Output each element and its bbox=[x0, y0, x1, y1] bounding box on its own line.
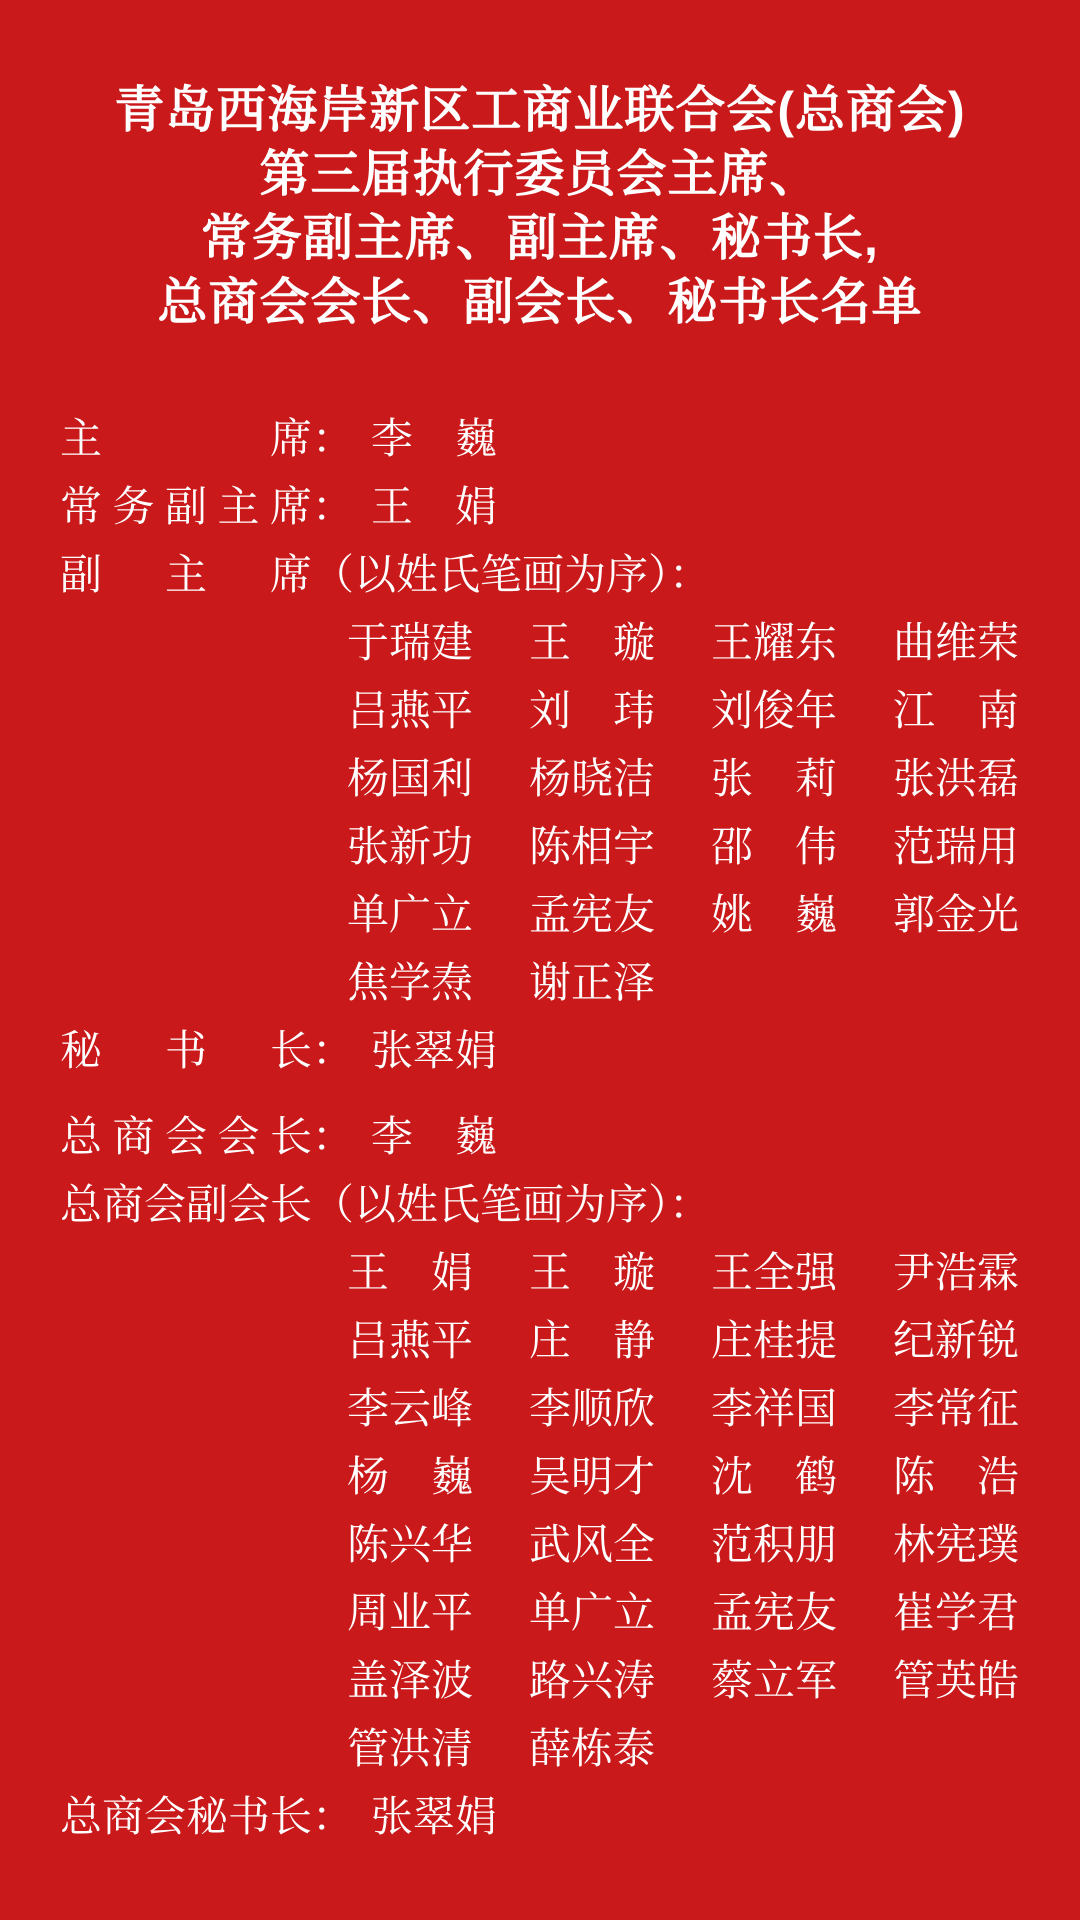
person-name: 李祥国 bbox=[711, 1385, 838, 1432]
field-chamber-vp-header bbox=[60, 1171, 1050, 1239]
field-exec-vice-chairman bbox=[60, 473, 1050, 541]
name-row bbox=[347, 677, 1050, 745]
person-name: 孟宪友 bbox=[711, 1589, 838, 1636]
person-name: 吕燕平 bbox=[347, 1317, 474, 1364]
field-label: 副主席 bbox=[60, 551, 312, 598]
name-row bbox=[347, 1375, 1050, 1443]
person-name: 张翠娟 bbox=[370, 1027, 497, 1074]
field-label: 秘书长 bbox=[60, 1027, 312, 1074]
person-name: 郭金光 bbox=[893, 891, 1020, 938]
field-colon: ： bbox=[669, 1181, 712, 1228]
vice-chairmen-name-grid bbox=[60, 609, 1050, 1017]
person-name: 王 娟 bbox=[347, 1249, 474, 1296]
field-chamber-secretary-general bbox=[60, 1783, 1050, 1851]
person-name: 曲维荣 bbox=[893, 619, 1020, 666]
title-line: 青岛西海岸新区工商业联合会(总商会) bbox=[114, 82, 966, 138]
sort-note: （以姓氏笔画为序） bbox=[312, 1181, 670, 1228]
person-name: 姚 巍 bbox=[711, 891, 838, 938]
person-name: 焦学焘 bbox=[347, 959, 474, 1006]
person-name: 邵 伟 bbox=[711, 823, 838, 870]
person-name: 周业平 bbox=[347, 1589, 474, 1636]
person-name: 王耀东 bbox=[711, 619, 838, 666]
field-label: 总商会秘书长 bbox=[60, 1793, 313, 1840]
person-name: 江 南 bbox=[893, 687, 1020, 734]
person-name: 纪新锐 bbox=[893, 1317, 1020, 1364]
person-name: 李常征 bbox=[893, 1385, 1020, 1432]
field-colon: ： bbox=[669, 551, 712, 598]
roster-content bbox=[0, 405, 1080, 1851]
name-row bbox=[347, 813, 1050, 881]
person-name: 沈 鹤 bbox=[711, 1453, 838, 1500]
person-name: 王 璇 bbox=[529, 1249, 656, 1296]
person-name: 吴明才 bbox=[529, 1453, 656, 1500]
person-name: 刘俊年 bbox=[711, 687, 838, 734]
person-name: 李云峰 bbox=[347, 1385, 474, 1432]
person-name: 范积朋 bbox=[711, 1521, 838, 1568]
field-label: 总商会副会长 bbox=[60, 1181, 313, 1228]
page-title bbox=[0, 78, 1080, 334]
name-row bbox=[347, 1579, 1050, 1647]
person-name: 孟宪友 bbox=[529, 891, 656, 938]
name-row bbox=[347, 1307, 1050, 1375]
name-row bbox=[347, 1715, 1050, 1783]
person-name: 谢正泽 bbox=[529, 959, 656, 1006]
title-line: 总商会会长、副会长、秘书长名单 bbox=[157, 274, 923, 330]
name-row bbox=[347, 1239, 1050, 1307]
field-chamber-president bbox=[60, 1103, 1050, 1171]
person-name: 吕燕平 bbox=[347, 687, 474, 734]
name-row bbox=[347, 609, 1050, 677]
person-name: 单广立 bbox=[529, 1589, 656, 1636]
person-name: 尹浩霖 bbox=[893, 1249, 1020, 1296]
person-name: 张翠娟 bbox=[370, 1793, 497, 1840]
name-row bbox=[347, 1647, 1050, 1715]
person-name: 陈 浩 bbox=[893, 1453, 1020, 1500]
person-name: 盖泽波 bbox=[347, 1657, 474, 1704]
person-name: 崔学君 bbox=[893, 1589, 1020, 1636]
person-name: 蔡立军 bbox=[711, 1657, 838, 1704]
name-row bbox=[347, 1511, 1050, 1579]
name-row bbox=[347, 881, 1050, 949]
sort-note: （以姓氏笔画为序） bbox=[312, 551, 670, 598]
person-name: 庄 静 bbox=[529, 1317, 656, 1364]
person-name: 庄桂提 bbox=[711, 1317, 838, 1364]
person-name: 陈兴华 bbox=[347, 1521, 474, 1568]
person-name: 张新功 bbox=[347, 823, 474, 870]
field-label: 常务副主席 bbox=[60, 483, 312, 530]
person-name: 王全强 bbox=[711, 1249, 838, 1296]
person-name: 李 巍 bbox=[370, 1113, 497, 1160]
person-name: 管英皓 bbox=[893, 1657, 1020, 1704]
person-name: 陈相宇 bbox=[529, 823, 656, 870]
person-name: 王 璇 bbox=[529, 619, 656, 666]
field-label: 主席 bbox=[60, 415, 312, 462]
name-row bbox=[347, 1443, 1050, 1511]
person-name: 杨 巍 bbox=[347, 1453, 474, 1500]
person-name: 薛栋泰 bbox=[529, 1725, 656, 1772]
title-line: 第三届执行委员会主席、 bbox=[259, 146, 821, 202]
person-name: 李顺欣 bbox=[529, 1385, 656, 1432]
field-vice-chairmen-header bbox=[60, 541, 1050, 609]
field-chairman bbox=[60, 405, 1050, 473]
chamber-vp-name-grid bbox=[60, 1239, 1050, 1783]
field-colon: ： bbox=[312, 1793, 355, 1840]
person-name: 张 莉 bbox=[711, 755, 838, 802]
person-name: 刘 玮 bbox=[529, 687, 656, 734]
field-colon: ： bbox=[312, 483, 355, 530]
person-name: 于瑞建 bbox=[347, 619, 474, 666]
name-row bbox=[347, 949, 1050, 1017]
person-name: 管洪清 bbox=[347, 1725, 474, 1772]
person-name: 林宪璞 bbox=[893, 1521, 1020, 1568]
person-name: 李 巍 bbox=[370, 415, 497, 462]
field-colon: ： bbox=[312, 1027, 355, 1074]
person-name: 路兴涛 bbox=[529, 1657, 656, 1704]
field-label: 总商会会长 bbox=[60, 1113, 312, 1160]
person-name: 武风全 bbox=[529, 1521, 656, 1568]
field-colon: ： bbox=[312, 415, 355, 462]
name-row bbox=[347, 745, 1050, 813]
person-name: 杨晓洁 bbox=[529, 755, 656, 802]
title-line: 常务副主席、副主席、秘书长, bbox=[201, 210, 879, 266]
field-secretary-general bbox=[60, 1017, 1050, 1085]
person-name: 范瑞用 bbox=[893, 823, 1020, 870]
person-name: 单广立 bbox=[347, 891, 474, 938]
person-name: 杨国利 bbox=[347, 755, 474, 802]
section-gap bbox=[60, 1085, 1050, 1103]
field-colon: ： bbox=[312, 1113, 355, 1160]
person-name: 王 娟 bbox=[370, 483, 497, 530]
person-name: 张洪磊 bbox=[893, 755, 1020, 802]
